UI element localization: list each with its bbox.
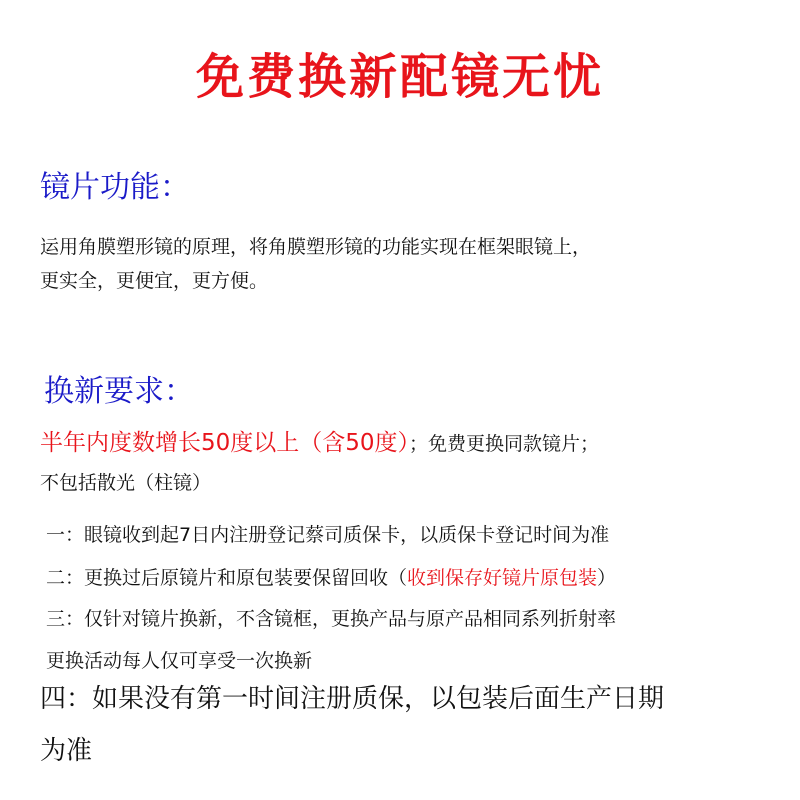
- rule-2-prefix: 二：更换过后原镜片和原包装要保留回收（: [46, 567, 408, 589]
- rule-3: 三：仅针对镜片换新，不含镜框，更换产品与原产品相同系列折射率: [46, 608, 617, 630]
- rule-2-highlight: 收到保存好镜片原包装: [407, 567, 598, 589]
- function-description-line1: 运用角膜塑形镜的原理，将角膜塑形镜的功能实现在框架眼镜上，: [40, 236, 592, 258]
- rule-2-suffix: ）: [597, 567, 617, 589]
- function-description-line2: 更实全，更便宜，更方便。: [40, 270, 269, 292]
- astigmatism-exclusion: 不包括散光（柱镜）: [40, 472, 212, 494]
- lens-function-heading: 镜片功能：: [40, 170, 190, 205]
- replacement-requirements-heading: 换新要求：: [44, 374, 194, 409]
- rule-2: [46, 563, 616, 590]
- rule-4-line2: 为准: [40, 736, 93, 766]
- rule-3-continued: 更换活动每人仅可享受一次换新: [46, 650, 313, 672]
- requirement-rest: ；免费更换同款镜片；: [409, 433, 600, 455]
- rule-4-line1: 四：如果没有第一时间注册质保，以包装后面生产日期: [40, 684, 665, 714]
- requirement-highlight: 半年内度数增长50度以上（含50度）: [40, 430, 410, 456]
- rule-1: 一：眼镜收到起7日内注册登记蔡司质保卡，以质保卡登记时间为准: [46, 524, 610, 546]
- requirement-summary: [40, 424, 599, 457]
- page-title: 免费换新配镜无忧: [195, 49, 604, 105]
